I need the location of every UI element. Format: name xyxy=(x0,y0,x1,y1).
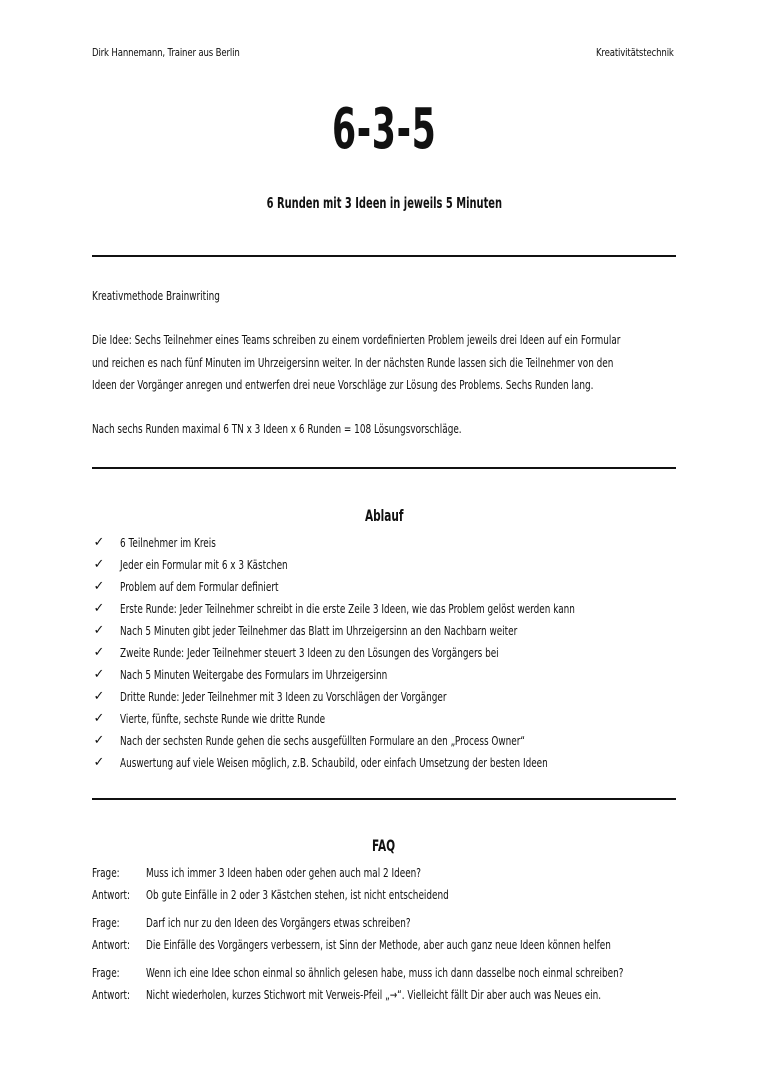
page-subtitle xyxy=(0,193,768,213)
checkmark-icon: ✓ xyxy=(93,645,105,660)
page-title-text: 6-3-5 xyxy=(331,97,437,162)
faq-heading-text: FAQ xyxy=(372,836,396,855)
description-line-3: Ideen der Vorgänger anregen und entwerfen drei neue Vorschläge zur Lösung des Problems. Sechs Runden lang. xyxy=(92,378,594,392)
calculation-text: Nach sechs Runden maximal 6 TN x 3 Ideen x 6 Runden = 108 Lösungsvorschläge. xyxy=(92,422,462,436)
list-item-text: Auswertung auf viele Weisen möglich, z.B. Schaubild, oder einfach Umsetzung der besten Ideen xyxy=(120,756,548,770)
question-text: Wenn ich eine Idee schon einmal so ähnlich gelesen habe, muss ich dann dasselbe noch einmal schreiben? xyxy=(146,966,624,980)
list-item-text: 6 Teilnehmer im Kreis xyxy=(120,536,216,550)
checkmark-icon: ✓ xyxy=(93,623,105,638)
question-text: Muss ich immer 3 Ideen haben oder gehen auch mal 2 Ideen? xyxy=(146,866,422,880)
answer-label: Antwort: xyxy=(92,888,131,902)
checkmark-icon: ✓ xyxy=(93,689,105,704)
list-item-text: Nach 5 Minuten gibt jeder Teilnehmer das Blatt im Uhrzeigersinn an den Nachbarn weiter xyxy=(120,624,518,638)
checkmark-icon: ✓ xyxy=(93,535,105,550)
list-item-text: Zweite Runde: Jeder Teilnehmer steuert 3 Ideen zu den Lösungen des Vorgängers bei xyxy=(120,646,499,660)
list-item-text: Erste Runde: Jeder Teilnehmer schreibt in die erste Zeile 3 Ideen, wie das Problem gelöst werden kann xyxy=(120,602,575,616)
checkmark-icon: ✓ xyxy=(93,579,105,594)
description-line-1: Die Idee: Sechs Teilnehmer eines Teams schreiben zu einem vordefinierten Problem jeweils drei Ideen auf ein Formular xyxy=(92,333,621,347)
answer-text: Nicht wiederholen, kurzes Stichwort mit Verweis-Pfeil „→“. Vielleicht fällt Dir aber auch was Neues ein. xyxy=(146,988,602,1002)
answer-label: Antwort: xyxy=(92,938,131,952)
checkmark-icon: ✓ xyxy=(93,755,105,770)
question-text: Darf ich nur zu den Ideen des Vorgängers etwas schreiben? xyxy=(146,916,411,930)
answer-text: Ob gute Einfälle in 2 oder 3 Kästchen stehen, ist nicht entscheidend xyxy=(146,888,449,902)
question-label: Frage: xyxy=(92,916,120,930)
checkmark-icon: ✓ xyxy=(93,557,105,572)
header-topic: Kreativitätstechnik xyxy=(596,46,674,59)
question-label: Frage: xyxy=(92,866,120,880)
checkmark-icon: ✓ xyxy=(93,733,105,748)
ablauf-heading xyxy=(0,506,768,526)
divider-2 xyxy=(92,467,676,469)
answer-label: Antwort: xyxy=(92,988,131,1002)
checkmark-icon: ✓ xyxy=(93,711,105,726)
list-item-text: Vierte, fünfte, sechste Runde wie dritte Runde xyxy=(120,712,326,726)
list-item-text: Problem auf dem Formular definiert xyxy=(120,580,279,594)
description-line-2: und reichen es nach fünf Minuten im Uhrzeigersinn weiter. In der nächsten Runde lassen sich die Teilnehmer von den xyxy=(92,355,614,370)
divider-1 xyxy=(92,255,676,257)
page-title xyxy=(0,98,768,162)
header-author: Dirk Hannemann, Trainer aus Berlin xyxy=(92,46,240,59)
checkmark-icon: ✓ xyxy=(93,601,105,616)
method-label: Kreativmethode Brainwriting xyxy=(92,289,220,303)
answer-text: Die Einfälle des Vorgängers verbessern, ist Sinn der Methode, aber auch ganz neue Ideen können helfen xyxy=(146,938,611,952)
ablauf-heading-text: Ablauf xyxy=(364,506,404,525)
faq-heading xyxy=(0,836,768,856)
question-label: Frage: xyxy=(92,966,120,980)
list-item-text: Nach der sechsten Runde gehen die sechs ausgefüllten Formulare an den „Process Owner“ xyxy=(120,734,526,748)
list-item-text: Dritte Runde: Jeder Teilnehmer mit 3 Ideen zu Vorschlägen der Vorgänger xyxy=(120,690,447,704)
list-item-text: Jeder ein Formular mit 6 x 3 Kästchen xyxy=(120,558,288,572)
divider-3 xyxy=(92,798,676,800)
list-item-text: Nach 5 Minuten Weitergabe des Formulars im Uhrzeigersinn xyxy=(120,668,388,682)
page-subtitle-text: 6 Runden mit 3 Ideen in jeweils 5 Minuten xyxy=(266,194,502,212)
checkmark-icon: ✓ xyxy=(93,667,105,682)
